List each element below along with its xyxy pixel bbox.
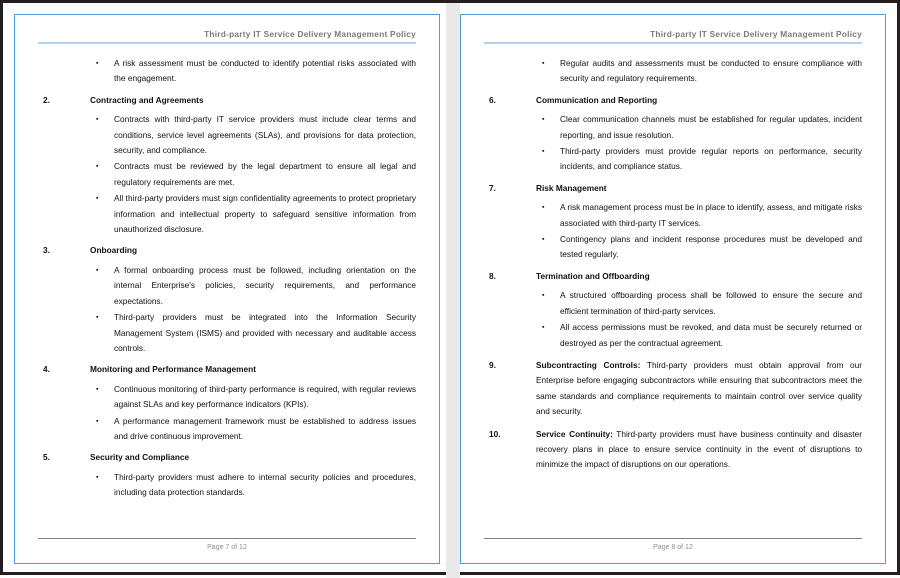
bullet-marker-icon: ▪ [96,314,99,322]
numbered-section-heading [484,181,862,196]
bullet-marker-icon: ▪ [542,292,545,300]
numbered-paragraph [484,358,862,420]
bullet-item-text: Continuous monitoring of third-party performance is required, with regular reviews against SLAs and key performance indicators (KPIs). [114,383,416,410]
bullet-list [484,112,862,175]
page-header [15,15,439,44]
bullet-item-text: Regular audits and assessments must be conducted to ensure compliance with security and regulatory requirements. [560,58,862,84]
bullet-marker-icon: ▪ [542,324,545,332]
page-footer [461,538,885,563]
page-footer [15,538,439,563]
section-number: 7. [489,182,496,193]
section-heading-text: Contracting and Agreements [90,94,204,105]
page-number-label: Page 7 of 12 [207,544,247,551]
document-page-7[interactable] [14,14,440,564]
bullet-item-text: Contracts must be reviewed by the legal department to ensure all legal and regulatory requirements are met. [114,161,416,187]
bullet-marker-icon: ▪ [96,385,99,393]
bullet-marker-icon: ▪ [542,204,545,212]
bullet-item-text: Third-party providers must adhere to internal security policies and procedures, including data protection standards. [114,471,416,498]
page-header-title: Third-party IT Service Delivery Management Policy [650,29,862,39]
bullet-marker-icon: ▪ [542,60,545,67]
bullet-item-text: A formal onboarding process must be followed, including orientation on the internal Enterprise's policies, security requirements, and performance expectations. [114,264,416,306]
bullet-list-item [38,112,416,158]
section-number: 2. [43,94,50,105]
bullet-marker-icon: ▪ [96,417,99,425]
page-number-label: Page 8 of 12 [653,544,693,551]
section-heading-text: Communication and Reporting [536,94,658,105]
bullet-marker-icon: ▪ [96,266,99,274]
section-number: 4. [43,364,50,375]
bullet-list-item [484,200,862,231]
bullet-list-item [484,144,862,175]
bullet-list-item [38,470,416,501]
bullet-list [484,288,862,351]
page-header-title: Third-party IT Service Delivery Management Policy [204,29,416,39]
numbered-section-heading [484,93,862,108]
bullet-item-text: All third-party providers must sign confidentiality agreements to protect proprietary information and intellectual property to safeguard sensitive information from unauthorized disclosure. [114,193,416,235]
paragraph-lead-in: Subcontracting Controls: [536,359,641,370]
bullet-list [484,200,862,263]
numbered-section-heading [38,450,416,465]
numbered-section-heading [38,93,416,108]
section-number: 3. [43,245,50,256]
bullet-list [38,263,416,356]
document-page-8[interactable] [460,14,886,564]
bullet-list-item [38,263,416,309]
section-heading-text: Security and Compliance [90,452,190,463]
section-heading-text: Risk Management [536,182,607,193]
bullet-marker-icon: ▪ [96,195,99,203]
bullet-item-text: A risk assessment must be conducted to identify potential risks associated with the engagement. [114,58,416,84]
bullet-item-text: All access permissions must be revoked, and data must be securely returned or destroyed as per the contractual agreement. [560,322,862,348]
bullet-list-item [484,232,862,263]
bullet-marker-icon: ▪ [96,60,99,67]
page-gutter [446,3,460,578]
bullet-list-item [484,56,862,87]
section-heading-text: Onboarding [90,245,138,256]
bullet-list-item [38,159,416,190]
bullet-item-text: Contracts with third-party IT service providers must include clear terms and conditions, service level agreements (SLAs), and provisions for data protection, security, and compliance. [114,114,416,156]
paragraph-body-text: Third-party providers must obtain approval from our Enterprise before engaging subcontractors while ensuring that subcontractors meet the same standards and compliance requirements to maintain control over service quality and security. [536,359,862,417]
bullet-list-item [38,382,416,413]
bullet-list-item [38,414,416,445]
bullet-list [484,56,862,87]
paragraph-body-text: Third-party providers must have business continuity and disaster recovery plans in place to ensure service continuity in the event of disruptions to minimize the impact of disruptions on our operations. [536,428,862,470]
paragraph-lead-in: Service Continuity: [536,428,613,439]
bullet-marker-icon: ▪ [542,148,545,156]
section-heading-text: Termination and Offboarding [536,270,650,281]
bullet-item-text: A structured offboarding process shall be followed to ensure the secure and efficient termination of third-party services. [560,290,862,316]
section-heading-text: Monitoring and Performance Management [90,364,256,375]
bullet-item-text: Third-party providers must be integrated into the Information Security Management System (ISMS) and provided with necessary and auditable access controls. [114,312,416,353]
bullet-item-text: Third-party providers must provide regular reports on performance, security incidents, and compliance status. [560,146,862,172]
section-number: 9. [489,359,496,370]
numbered-section-heading [484,269,862,284]
bullet-marker-icon: ▪ [96,163,99,171]
bullet-list-item [38,56,416,87]
bullet-list-item [38,310,416,356]
bullet-list [38,56,416,87]
section-number: 10. [489,428,501,439]
numbered-section-heading [38,362,416,377]
bullet-item-text: Contingency plans and incident response procedures must be developed and tested regularly. [560,234,862,260]
bullet-marker-icon: ▪ [96,473,99,481]
bullet-marker-icon: ▪ [542,236,545,244]
bullet-list [38,382,416,445]
bullet-item-text: A risk management process must be in place to identify, assess, and mitigate risks associated with third-party IT services. [560,202,862,228]
bullet-item-text: A performance management framework must be established to address issues and drive continuous improvement. [114,415,416,441]
bullet-list [38,470,416,501]
bullet-list-item [38,191,416,237]
section-number: 6. [489,94,496,105]
numbered-section-heading [38,243,416,258]
page-content [15,44,439,538]
footer-rule [484,538,862,539]
page-content [461,44,885,538]
bullet-list [38,112,416,237]
footer-rule [38,538,416,539]
bullet-list-item [484,112,862,143]
bullet-list-item [484,320,862,351]
bullet-marker-icon: ▪ [96,116,99,124]
bullet-marker-icon: ▪ [542,116,545,124]
page-header [461,15,885,44]
section-number: 8. [489,270,496,281]
numbered-paragraph [484,427,862,473]
section-number: 5. [43,452,50,463]
bullet-list-item [484,288,862,319]
bullet-item-text: Clear communication channels must be established for regular updates, incident reporting, and issue resolution. [560,114,862,140]
